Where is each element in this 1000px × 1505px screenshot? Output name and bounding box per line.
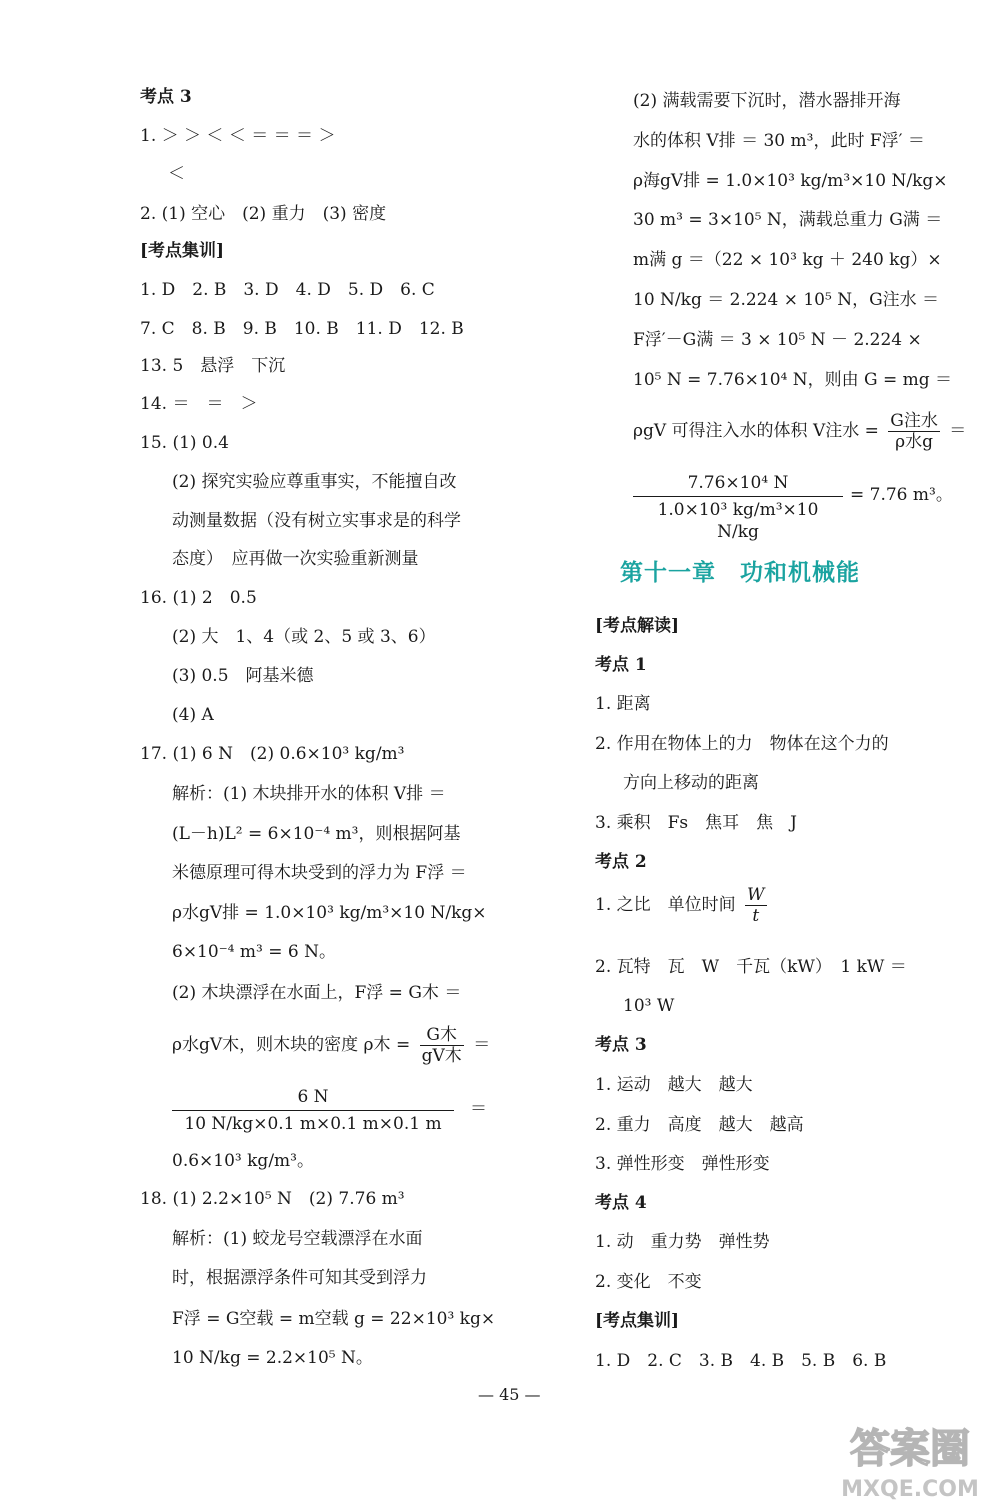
kp4-heading: 考点 4 [595,1193,647,1213]
answer-16-1: 16. (1) 2 0.5 [140,588,257,608]
answer-17-c: 米德原理可得木块受到的浮力为 F浮 ＝ [172,863,467,883]
right-line-10-numerator: 7.76×10⁴ N [633,472,843,497]
answer-17-h-fraction [172,1086,454,1135]
kp3-heading-right: 考点 3 [595,1035,647,1055]
answer-17-g-pre: ρ水gV木，则木块的密度 ρ木 = [172,1035,411,1055]
power-fraction-numerator: W [747,885,765,905]
kp2-item-2b: 10³ W [623,996,675,1016]
answer-17-1: 17. (1) 6 N (2) 0.6×10³ kg/m³ [140,744,405,764]
answer-18-a: 解析：(1) 蛟龙号空载漂浮在水面 [172,1229,423,1249]
answer-14: 14. ＝ ＝ ＞ [140,394,258,414]
answer-row-2: 7. C 8. B 9. B 10. B 11. D 12. B [140,319,464,339]
right-line-10-fraction [633,472,843,543]
watermark-logo [820,1410,1000,1505]
answer-row-right: 1. D 2. C 3. B 4. B 5. B 6. B [595,1351,887,1371]
jixun-heading-right: [考点集训] [595,1311,680,1331]
kp3-heading: 考点 3 [140,87,192,107]
right-line-10-post: = 7.76 m³。 [850,485,953,505]
kp3-q2: 2. (1) 空心 (2) 重力 (3) 密度 [140,204,387,224]
kp1-item-2a: 2. 作用在物体上的力 物体在这个力的 [595,734,889,754]
kp3-item-1: 1. 运动 越大 越大 [595,1075,753,1095]
answer-17-a: 解析：(1) 木块排开水的体积 V排 ＝ [172,784,446,804]
kp2-item-1-pre: 1. 之比 单位时间 [595,895,736,915]
kp4-item-2: 2. 变化 不变 [595,1272,702,1292]
jixun-heading: [考点集训] [140,241,225,261]
right-line-1: (2) 满载需要下沉时，潜水器排开海 [633,91,901,111]
answer-18-b: 时，根据漂浮条件可知其受到浮力 [172,1268,427,1288]
jiedu-heading: [考点解读] [595,616,680,636]
right-line-3: ρ海gV排 = 1.0×10³ kg/m³×10 N/kg× [633,171,948,191]
right-line-7: F浮′－G满 ＝ 3 × 10⁵ N － 2.224 × [633,330,922,350]
answer-16-2: (2) 大 1、4（或 2、5 或 3、6） [172,627,436,647]
answer-17-i: 0.6×10³ kg/m³。 [172,1151,314,1171]
kp3-q1-cont: ＜ [168,164,185,184]
right-line-8: 10⁵ N = 7.76×10⁴ N，则由 G = mg ＝ [633,370,953,390]
volume-fraction-denominator: ρ水g [895,432,934,452]
right-line-9-pre: ρgV 可得注入水的体积 V注水 = [633,421,879,441]
answer-13: 13. 5 悬浮 下沉 [140,356,286,376]
answer-16-4: (4) A [172,705,214,725]
kp2-item-2a: 2. 瓦特 瓦 W 千瓦（kW） 1 kW ＝ [595,957,907,977]
answer-18-c: F浮 = G空载 = m空载 g = 22×10³ kg× [172,1309,496,1329]
answer-15-2c: 态度） 应再做一次实验重新测量 [172,549,419,569]
density-fraction-numerator: G木 [420,1025,464,1046]
right-line-4: 30 m³ = 3×10⁵ N，满载总重力 G满 ＝ [633,210,943,230]
kp4-item-1: 1. 动 重力势 弹性势 [595,1232,770,1252]
answer-18-d: 10 N/kg = 2.2×10⁵ N。 [172,1348,373,1368]
answer-17-d: ρ水gV排 = 1.0×10³ kg/m³×10 N/kg× [172,903,487,923]
answer-18-1: 18. (1) 2.2×10⁵ N (2) 7.76 m³ [140,1189,405,1209]
answer-17-b: (L－h)L² = 6×10⁻⁴ m³，则根据阿基 [172,824,461,844]
answer-15-2a: (2) 探究实验应尊重事实，不能擅自改 [172,472,457,492]
power-fraction [745,885,766,926]
answer-17-g [172,1022,490,1068]
answer-17-h-numerator: 6 N [172,1086,454,1111]
density-fraction [420,1025,464,1066]
answer-17-h-denominator: 10 N/kg×0.1 m×0.1 m×0.1 m [184,1114,442,1134]
answer-17-f: (2) 木块漂浮在水面上，F浮 = G木 ＝ [172,983,462,1003]
right-line-2: 水的体积 V排 ＝ 30 m³，此时 F浮′ ＝ [633,131,925,151]
answer-17-e: 6×10⁻⁴ m³ = 6 N。 [172,942,336,962]
page-number: — 45 — [478,1385,541,1404]
answer-16-3: (3) 0.5 阿基米德 [172,666,314,686]
kp2-item-1 [595,882,771,928]
power-fraction-denominator: t [752,906,760,926]
kp1-item-3: 3. 乘积 Fs 焦耳 焦 J [595,813,797,833]
answer-row-1: 1. D 2. B 3. D 4. D 5. D 6. C [140,280,435,300]
density-fraction-denominator: gV木 [421,1046,462,1066]
kp3-item-3: 3. 弹性形变 弹性形变 [595,1154,770,1174]
volume-fraction-numerator: G注水 [890,411,938,431]
right-line-6: 10 N/kg ＝ 2.224 × 10⁵ N，G注水 ＝ [633,290,940,310]
kp1-heading: 考点 1 [595,655,647,675]
answer-17-g-post: ＝ [473,1035,491,1055]
volume-fraction [888,411,940,452]
right-line-9-post: ＝ [949,421,967,441]
answer-15-1: 15. (1) 0.4 [140,433,229,453]
right-line-10-denominator: 1.0×10³ kg/m³×10 N/kg [657,500,819,542]
kp3-item-2: 2. 重力 高度 越大 越高 [595,1115,804,1135]
chapter-title: 第十一章 功和机械能 [620,560,860,586]
kp2-heading: 考点 2 [595,852,647,872]
kp3-q1: 1. ＞ ＞ ＜ ＜ ＝ ＝ ＝ ＞ [140,126,336,146]
watermark-main-text: 答案圈 [850,1426,970,1472]
kp1-item-2b: 方向上移动的距离 [623,773,759,793]
right-line-9 [633,408,966,454]
right-line-5: m满 g ＝（22 × 10³ kg ＋ 240 kg）× [633,250,942,270]
answer-15-2b: 动测量数据（没有树立实事求是的科学 [172,511,461,531]
answer-17-h-post: ＝ [470,1099,487,1119]
kp1-item-1: 1. 距离 [595,694,651,714]
watermark-sub-text: MXQE.COM [841,1477,979,1502]
